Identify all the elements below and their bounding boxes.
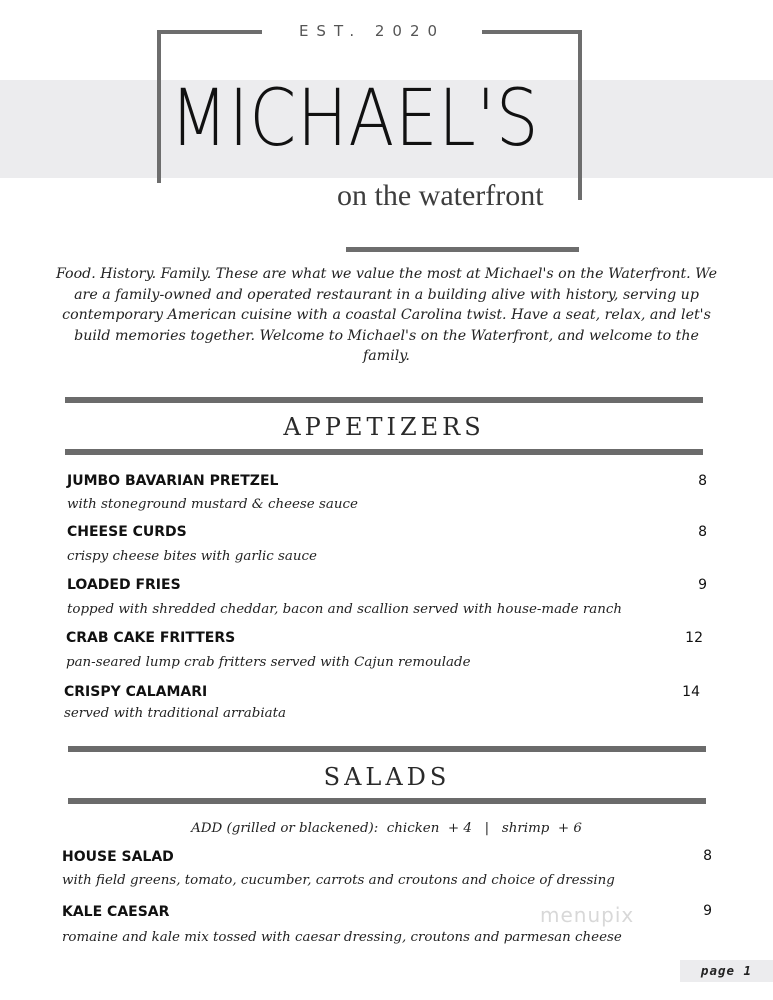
logo-frame-top-right	[482, 30, 582, 34]
menu-item-price: 9	[703, 903, 712, 919]
menu-item-price: 8	[698, 524, 707, 540]
appetizers-title: APPETIZERS	[283, 413, 485, 441]
logo-tagline: on the waterfront	[337, 179, 544, 212]
menu-item-description: with field greens, tomato, cucumber, carrots and croutons and choice of dressing	[62, 873, 615, 888]
menu-item-name: LOADED FRIES	[67, 577, 181, 593]
menu-item-name: CHEESE CURDS	[67, 524, 187, 540]
page-number: page 1	[700, 963, 753, 978]
logo-frame-top-left	[157, 30, 262, 34]
logo-established: EST. 2020	[298, 22, 446, 40]
menu-item-price: 8	[698, 473, 707, 489]
menu-item-description: served with traditional arrabiata	[64, 706, 286, 721]
menu-item-name: CRAB CAKE FRITTERS	[66, 630, 236, 646]
menu-item-name: CRISPY CALAMARI	[64, 684, 208, 700]
menu-item-description: romaine and kale mix tossed with caesar dressing, croutons and parmesan cheese	[62, 930, 622, 945]
menu-item-name: JUMBO BAVARIAN PRETZEL	[67, 473, 279, 489]
logo-frame-left	[157, 30, 161, 183]
menu-item-name: HOUSE SALAD	[62, 849, 174, 865]
menu-item-price: 12	[685, 630, 703, 646]
logo-frame-bottom	[346, 247, 579, 252]
menu-item-description: with stoneground mustard & cheese sauce	[67, 497, 358, 512]
salads-rule-bottom	[68, 798, 706, 804]
salads-title: SALADS	[323, 763, 451, 791]
salad-addons: ADD (grilled or blackened): chicken + 4 | shrimp + 6	[191, 821, 582, 836]
watermark: menupix	[540, 903, 635, 927]
intro-paragraph: Food. History. Family. These are what we value the most at Michael's on the Waterfront. We are a family-owned and operated restaurant in a building alive with history, serving up contemporary American cuisine with a coastal Carolina twist. Have a seat, relax, and let's build memories together. Welcome to Michael's on the Waterfront, and welcome to the family.	[55, 266, 718, 364]
menu-item-description: topped with shredded cheddar, bacon and scallion served with house-made ranch	[67, 602, 622, 617]
menu-item-price: 8	[703, 848, 712, 864]
logo-frame-right	[578, 30, 582, 200]
logo-name: MICHAEL'S	[170, 74, 540, 164]
menu-item-price: 9	[698, 577, 707, 593]
menu-item-description: pan-seared lump crab fritters served with Cajun remoulade	[66, 655, 471, 670]
menu-item-description: crispy cheese bites with garlic sauce	[67, 549, 317, 564]
menu-item-price: 14	[682, 684, 700, 700]
appetizers-rule-bottom	[65, 449, 703, 455]
appetizers-rule-top	[65, 397, 703, 403]
salads-rule-top	[68, 746, 706, 752]
menu-item-name: KALE CAESAR	[62, 904, 170, 920]
